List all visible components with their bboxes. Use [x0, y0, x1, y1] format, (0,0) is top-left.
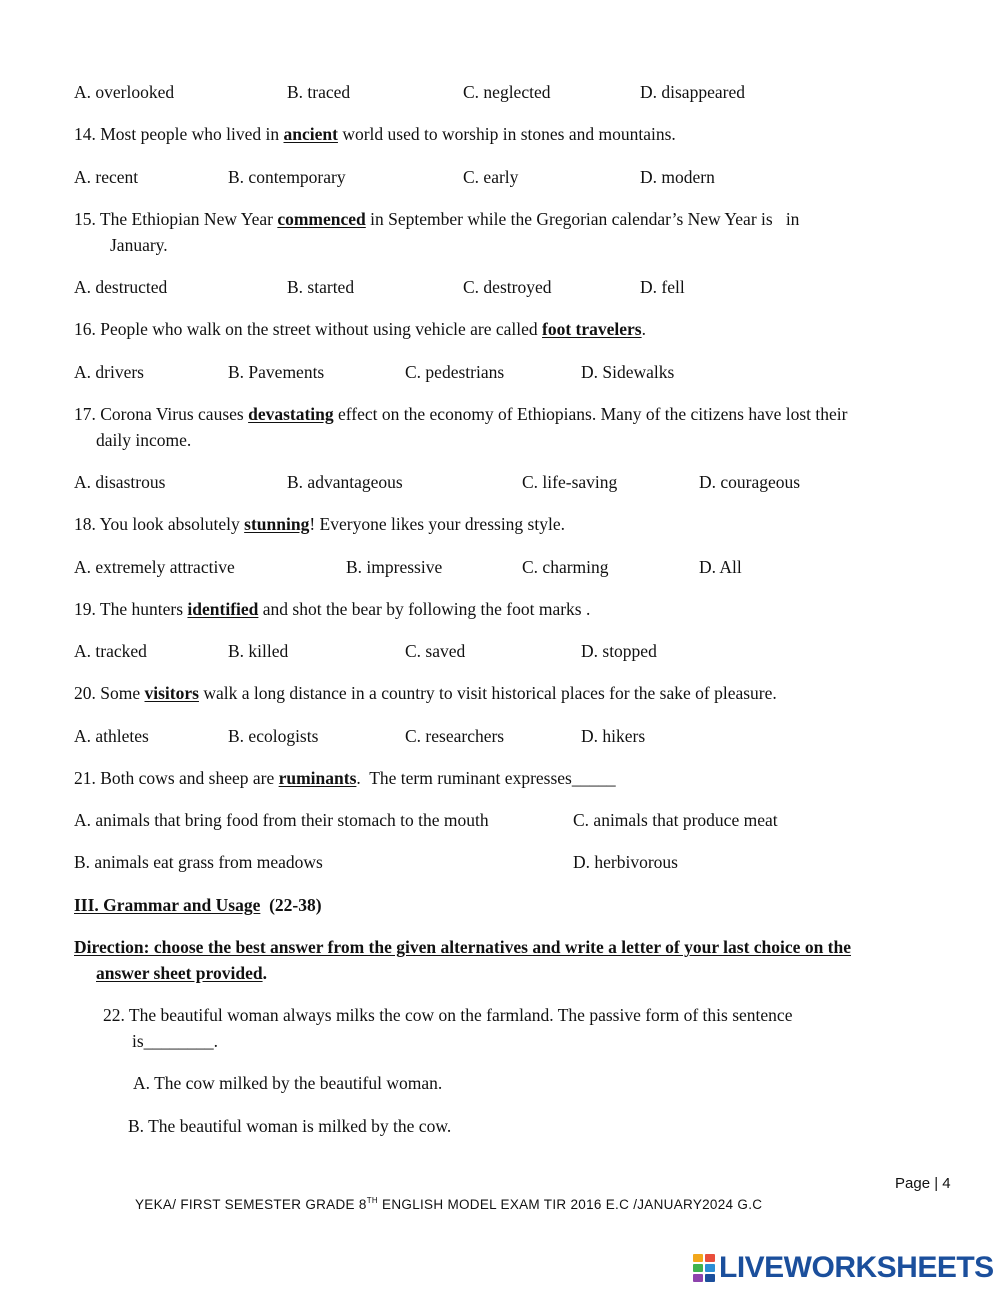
q14-option-b: B. contemporary [228, 167, 346, 187]
q16-option-b: B. Pavements [228, 362, 325, 382]
q19-option-b: B. killed [228, 641, 289, 661]
q16-text-pre: 16. People who walk on the street without using vehicle are called [74, 319, 542, 339]
q17-option-c: C. life-saving [522, 472, 618, 492]
q18-option-a: A. extremely attractive [74, 557, 235, 577]
q15-stem [74, 207, 799, 231]
q20-text-post: walk a long distance in a country to visit historical places for the sake of pleasure. [198, 683, 777, 703]
q16-option-d: D. Sidewalks [581, 362, 675, 382]
q15-text-pre: 15. The Ethiopian New Year [74, 209, 278, 229]
q21-option-c: C. animals that produce meat [573, 810, 778, 830]
section-title: III. Grammar and Usage [74, 895, 261, 915]
q13-option-b: B. traced [287, 82, 351, 102]
liveworksheets-logo-text: LIVEWORKSHEETS [719, 1251, 994, 1284]
q21-option-d: D. herbivorous [573, 852, 678, 872]
liveworksheets-logo-icon [693, 1254, 715, 1282]
q16-text-post: . [641, 319, 646, 339]
q14-text-pre: 14. Most people who lived in [74, 124, 284, 144]
q20-option-d: D. hikers [581, 726, 646, 746]
q14-text-post: world used to worship in stones and mountains. [337, 124, 676, 144]
q16-keyword: foot travelers [542, 319, 642, 339]
q21-text-pre: 21. Both cows and sheep are [74, 768, 279, 788]
footer-superscript: TH [366, 1196, 378, 1205]
q19-option-c: C. saved [405, 641, 466, 661]
q18-option-c: C. charming [522, 557, 609, 577]
q22-stem-continued: is________. [132, 1031, 219, 1051]
section-heading [74, 893, 322, 917]
q17-option-b: B. advantageous [287, 472, 403, 492]
q19-option-d: D. stopped [581, 641, 657, 661]
q21-keyword: ruminants [278, 768, 357, 788]
q20-stem [74, 681, 777, 705]
q22-stem: 22. The beautiful woman always milks the cow on the farmland. The passive form of this sentence [103, 1005, 793, 1025]
q14-stem [74, 122, 676, 146]
q18-stem [74, 512, 565, 536]
q20-option-b: B. ecologists [228, 726, 319, 746]
q19-option-a: A. tracked [74, 641, 147, 661]
q16-option-a: A. drivers [74, 362, 144, 382]
q20-option-c: C. researchers [405, 726, 505, 746]
q14-option-c: C. early [463, 167, 519, 187]
direction-text: answer sheet provided [96, 963, 263, 983]
liveworksheets-logo [693, 1251, 994, 1285]
q21-text-post: . The term ruminant expresses_____ [356, 768, 616, 788]
q19-keyword: identified [187, 599, 259, 619]
direction-line-2 [96, 961, 267, 985]
q20-option-a: A. athletes [74, 726, 149, 746]
q17-option-d: D. courageous [699, 472, 801, 492]
q20-keyword: visitors [144, 683, 199, 703]
q15-text-post: in September while the Gregorian calendar’s New Year is in [365, 209, 800, 229]
q17-option-a: A. disastrous [74, 472, 166, 492]
q18-keyword: stunning [244, 514, 310, 534]
q17-text-pre: 17. Corona Virus causes [74, 404, 249, 424]
q16-option-c: C. pedestrians [405, 362, 505, 382]
q15-stem-continued: January. [110, 235, 168, 255]
q17-keyword: devastating [248, 404, 334, 424]
q14-keyword: ancient [283, 124, 338, 144]
q13-option-a: A. overlooked [74, 82, 175, 102]
direction-line-1: Direction: choose the best answer from the given alternatives and write a letter of your last choice on the [74, 937, 851, 957]
q15-option-c: C. destroyed [463, 277, 552, 297]
q14-option-a: A. recent [74, 167, 139, 187]
direction-period: . [262, 963, 267, 983]
q19-text-pre: 19. The hunters [74, 599, 188, 619]
exam-footer [135, 1196, 762, 1212]
q19-text-post: and shot the bear by following the foot marks . [258, 599, 591, 619]
q13-option-c: C. neglected [463, 82, 551, 102]
footer-text-pre: YEKA/ FIRST SEMESTER GRADE 8 [135, 1197, 367, 1212]
q17-stem-continued: daily income. [96, 430, 192, 450]
q19-stem [74, 597, 590, 621]
q20-text-pre: 20. Some [74, 683, 145, 703]
q16-stem [74, 317, 646, 341]
q18-option-d: D. All [699, 557, 742, 577]
q18-text-post: ! Everyone likes your dressing style. [309, 514, 565, 534]
q21-stem [74, 766, 616, 790]
q17-text-post: effect on the economy of Ethiopians. Many of the citizens have lost their [333, 404, 848, 424]
q21-option-b: B. animals eat grass from meadows [74, 852, 323, 872]
q15-option-a: A. destructed [74, 277, 168, 297]
q22-option-b: B. The beautiful woman is milked by the cow. [128, 1116, 452, 1136]
q15-option-d: D. fell [640, 277, 685, 297]
q15-keyword: commenced [277, 209, 366, 229]
q15-option-b: B. started [287, 277, 355, 297]
page-number: Page | 4 [895, 1175, 951, 1192]
q21-option-a: A. animals that bring food from their stomach to the mouth [74, 810, 489, 830]
q18-text-pre: 18. You look absolutely [74, 514, 245, 534]
q18-option-b: B. impressive [346, 557, 443, 577]
footer-text-post: ENGLISH MODEL EXAM TIR 2016 E.C /JANUARY2024 G.C [377, 1197, 763, 1212]
section-range: (22-38) [260, 895, 322, 915]
q14-option-d: D. modern [640, 167, 715, 187]
q17-stem [74, 402, 848, 426]
q22-option-a: A. The cow milked by the beautiful woman. [133, 1073, 443, 1093]
q13-option-d: D. disappeared [640, 82, 745, 102]
